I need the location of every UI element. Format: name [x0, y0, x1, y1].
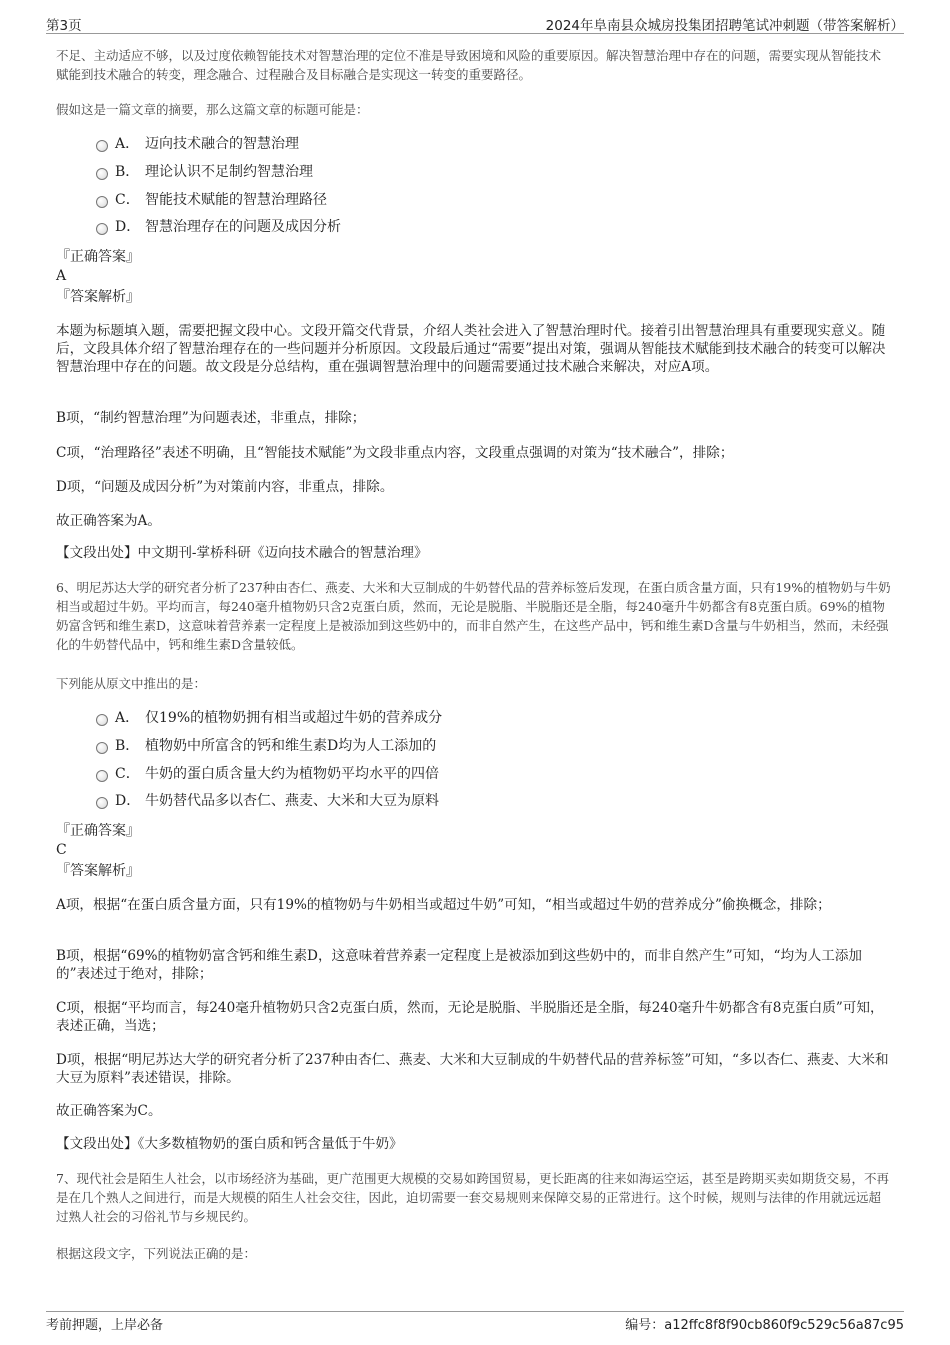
radio-button-icon[interactable] — [96, 223, 108, 235]
q6-option-c[interactable]: C． 牛奶的蛋白质含量大约为植物奶平均水平的四倍 — [96, 764, 439, 784]
q5-source: 【文段出处】中文期刊-掌桥科研《迈向技术融合的智慧治理》 — [56, 545, 428, 561]
q6-analysis-b: B项，根据“69%的植物奶富含钙和维生素D，这意味着营养素一定程度上是被添加到这些奶中的，而非自然产生”可知，“均为人工添加的”表述过于绝对，排除； — [56, 948, 863, 982]
q6-option-b[interactable]: B． 植物奶中所富含的钙和维生素D均为人工添加的 — [96, 736, 436, 756]
q6-option-d[interactable]: D． 牛奶替代品多以杏仁、燕麦、大米和大豆为原料 — [96, 791, 439, 811]
q5-passage-tail: 不足、主动适应不够，以及过度依赖智能技术对智慧治理的定位不准是导致困境和风险的重要原因。解决智慧治理中存在的问题，需要实现从智能技术赋能到技术融合的转变，理念融合、过程融合及目标融合是实现这一转变的重要路径。 — [56, 48, 882, 82]
q6-analysis-label: 『答案解析』 — [56, 863, 140, 879]
q6-analysis-a: A项，根据“在蛋白质含量方面，只有19%的植物奶与牛奶相当或超过牛奶”可知，“相当或超过牛奶的营养成分”偷换概念，排除； — [56, 897, 831, 913]
q7-prompt: 根据这段文字，下列说法正确的是： — [56, 1246, 257, 1261]
q5-option-a[interactable]: A． 迈向技术融合的智慧治理 — [96, 134, 299, 154]
radio-button-icon[interactable] — [96, 770, 108, 782]
document-code: 编号：a12ffc8f8f90cb860f9c529c56a87c95 — [625, 1318, 904, 1333]
radio-button-icon[interactable] — [96, 168, 108, 180]
q5-answer: A — [56, 268, 67, 284]
radio-button-icon[interactable] — [96, 742, 108, 754]
radio-button-icon[interactable] — [96, 140, 108, 152]
q6-conclusion: 故正确答案为C。 — [56, 1103, 162, 1119]
q6-analysis-d: D项，根据“明尼苏达大学的研究者分析了237种由杏仁、燕麦、大米和大豆制成的牛奶替代品的营养标签”可知，“多以杏仁、燕麦、大米和大豆为原料”表述错误，排除。 — [56, 1052, 889, 1086]
q6-prompt: 下列能从原文中推出的是： — [56, 676, 207, 691]
page-header — [46, 8, 904, 32]
q5-prompt: 假如这是一篇文章的摘要，那么这篇文章的标题可能是： — [56, 102, 369, 117]
q5-analysis-label: 『答案解析』 — [56, 289, 140, 305]
q5-option-d[interactable]: D． 智慧治理存在的问题及成因分析 — [96, 217, 341, 237]
q5-option-b[interactable]: B． 理论认识不足制约智慧治理 — [96, 162, 313, 182]
q5-analysis-b: B项，“制约智慧治理”为问题表述，非重点，排除； — [56, 410, 366, 426]
document-title: 2024年阜南县众城房投集团招聘笔试冲刺题（带答案解析） — [545, 18, 904, 34]
radio-button-icon[interactable] — [96, 714, 108, 726]
radio-button-icon[interactable] — [96, 797, 108, 809]
radio-button-icon[interactable] — [96, 196, 108, 208]
footer-divider — [46, 1311, 904, 1312]
q5-conclusion: 故正确答案为A。 — [56, 513, 161, 529]
q6-option-a[interactable]: A． 仅19%的植物奶拥有相当或超过牛奶的营养成分 — [96, 708, 442, 728]
q6-source: 【文段出处】《大多数植物奶的蛋白质和钙含量低于牛奶》 — [56, 1136, 403, 1152]
q7-passage: 7、现代社会是陌生人社会，以市场经济为基础，更广范围更大规模的交易如跨国贸易，更长距离的往来如海运空运，甚至是跨期买卖如期货交易，不再是在几个熟人之间进行，而是大规模的陌生人社会交往，因此，迫切需要一套交易规则来保障交易的正常进行。这个时候，规则与法律的作用就远远超过熟人社会的习俗礼节与乡规民约。 — [56, 1171, 889, 1224]
q5-analysis-d: D项，“问题及成因分析”为对策前内容，非重点，排除。 — [56, 479, 394, 495]
page-number: 第3页 — [46, 18, 82, 34]
footer-slogan: 考前押题，上岸必备 — [46, 1318, 164, 1333]
q5-answer-label: 『正确答案』 — [56, 249, 140, 265]
q5-analysis-main: 本题为标题填入题，需要把握文段中心。文段开篇交代背景，介绍人类社会进入了智慧治理时代。接着引出智慧治理具有重要现实意义。随后，文段具体介绍了智慧治理存在的一些问题并分析原因。文段最后通过“需要”提出对策，强调从智能技术赋能到技术融合的转变可以解决智慧治理中存在的问题。故文段是分总结构，重在强调智慧治理中的问题需要通过技术融合来解决，对应A项。 — [56, 323, 886, 375]
q6-passage: 6、明尼苏达大学的研究者分析了237种由杏仁、燕麦、大米和大豆制成的牛奶替代品的营养标签后发现，在蛋白质含量方面，只有19%的植物奶与牛奶相当或超过牛奶。平均而言，每240毫升植物奶只含2克蛋白质，然而，无论是脱脂、半脱脂还是全脂，每240毫升牛奶都含有8克蛋白质。69%的植物奶富含钙和维生素D，这意味着营养素一定程度上是被添加到这些奶中的，而非自然产生，在这些产品中，钙和维生素D含量与牛奶相当，然而，未经强化的牛奶替代品中，钙和维生素D含量较低。 — [56, 580, 891, 652]
q5-analysis-c: C项，“治理路径”表述不明确，且“智能技术赋能”为文段非重点内容，文段重点强调的对策为“技术融合”，排除； — [56, 445, 734, 461]
q6-analysis-c: C项，根据“平均而言，每240毫升植物奶只含2克蛋白质，然而，无论是脱脂、半脱脂还是全脂，每240毫升牛奶都含有8克蛋白质”可知，表述正确，当选； — [56, 1000, 884, 1034]
header-divider — [46, 33, 904, 34]
q6-answer: C — [56, 842, 67, 858]
q6-answer-label: 『正确答案』 — [56, 823, 140, 839]
q5-option-c[interactable]: C． 智能技术赋能的智慧治理路径 — [96, 190, 327, 210]
